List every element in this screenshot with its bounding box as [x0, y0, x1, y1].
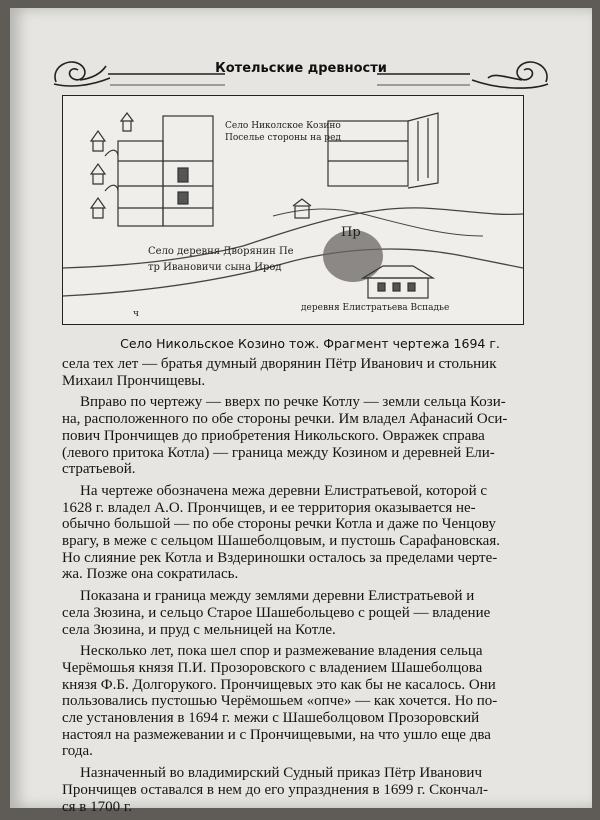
body-text	[62, 356, 532, 820]
text-line: села Зюзина, и сельцо Старое Шашебольцево с рощей — владение	[62, 604, 491, 621]
map-top-note-2: Поселье стороны на ред	[225, 133, 341, 143]
text-line: жа. Позже она сократилась.	[62, 566, 239, 583]
text-line: На чертеже обозначена межа деревни Елистратьевой, которой с	[80, 482, 488, 499]
text-line: Михаил Прончищевы.	[62, 372, 206, 389]
text-line: пользовались пустошью Черёмошьем «опче» — как хочется. Но по-	[62, 693, 498, 710]
paragraph	[62, 356, 532, 389]
text-line: Но слияние рек Котла и Вздериношки осталось за пределами черте-	[62, 549, 498, 566]
map-margin-mark: ч	[133, 309, 139, 319]
map-village-label-2: тр Ивановичи сына Ирод	[148, 262, 282, 273]
text-line: ся в 1700 г.	[62, 798, 133, 815]
text-line: 1628 г. владел А.О. Прончищев, и ее территория оказывается не-	[62, 499, 476, 516]
text-line: стратьевой.	[62, 461, 136, 478]
text-line: сле установления в 1694 г. межи с Шашеболцовом Прозоровский	[62, 710, 480, 727]
text-line: Показана и граница между землями деревни Елистратьевой и	[80, 588, 475, 605]
text-line: (левого притока Котла) — граница между Козином и деревней Ели-	[62, 444, 495, 461]
map-prv-label: Пр	[341, 225, 361, 240]
map-illustration	[62, 95, 524, 325]
text-line: Черёмошья князя П.И. Прозоровского с владением Шашеболцова	[62, 659, 483, 676]
paragraph	[62, 643, 532, 760]
text-line: врагу, в меже с сельцом Шашеболцовым, и пустошь Сарафановская.	[62, 533, 500, 550]
text-line: пович Прончищев до приобретения Никольского. Овражек справа	[62, 427, 485, 444]
text-line: Вправо по чертежу — вверх по речке Котлу — земли сельца Кози-	[80, 394, 506, 411]
text-line: настоял на размежевании и с Прончищевыми, на что ушло еще два	[62, 726, 491, 743]
text-line: на, расположенного по обе стороны речки. Им владел Афанасий Оси-	[62, 411, 508, 428]
book-page	[10, 8, 592, 815]
paragraph	[62, 588, 532, 638]
text-line: князя Ф.Б. Долгорукого. Прончищевых это как бы не касалось. Они	[62, 676, 496, 693]
text-line: села тех лет — братья думный дворянин Пётр Иванович и стольник	[62, 356, 497, 372]
map-bottom-label: деревня Елистратьева Вспадье	[301, 303, 450, 313]
text-line: села Зюзина, и пруд с мельницей на Котле.	[62, 621, 336, 638]
text-line: Назначенный во владимирский Судный приказ Пётр Иванович	[80, 765, 482, 782]
text-line: Несколько лет, пока шел спор и размежевание владения сельца	[80, 643, 483, 660]
text-line: года.	[62, 743, 93, 760]
header-title: Котельские древности	[215, 61, 387, 76]
paragraph	[62, 394, 532, 478]
paragraph	[62, 765, 532, 815]
map-top-note: Село Николское Козино	[225, 121, 341, 131]
running-header	[10, 48, 592, 98]
map-drawing	[63, 96, 523, 324]
map-village-label-1: Село деревня Дворянин Пе	[148, 246, 294, 257]
text-line: обычно большой — по обе стороны речки Котла и даже по Ченцову	[62, 516, 496, 533]
paragraph	[62, 483, 532, 583]
figure-caption: Село Никольское Козино тож. Фрагмент чертежа 1694 г.	[120, 336, 500, 351]
text-line: Прончищев оставался в нем до его упразднения в 1699 г. Скончал-	[62, 781, 488, 798]
